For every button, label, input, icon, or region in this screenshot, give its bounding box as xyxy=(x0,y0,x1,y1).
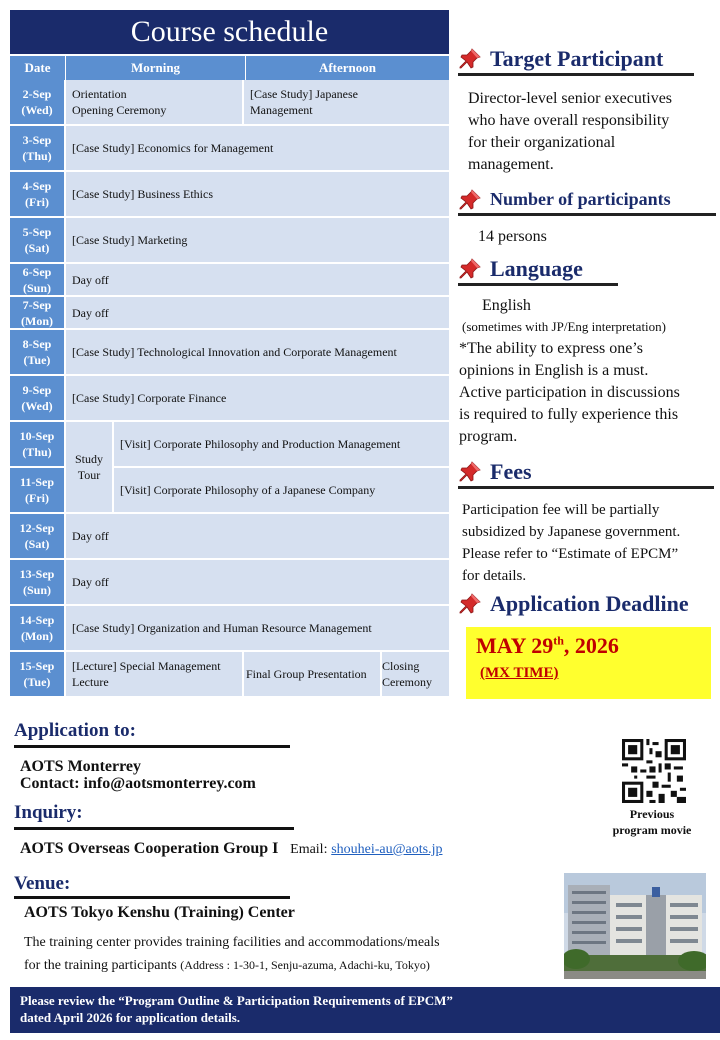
date-cell xyxy=(10,218,66,262)
study-tour-text: Study xyxy=(74,452,103,466)
day-label: (Tue) xyxy=(23,353,51,367)
date-cell xyxy=(10,126,66,170)
date-cell xyxy=(10,560,66,604)
date-cell xyxy=(10,514,66,558)
target-text xyxy=(468,88,672,176)
day-label: (Fri) xyxy=(25,491,49,505)
study-tour-dates xyxy=(10,422,66,514)
session-cell: [Case Study] Organization and Human Resource Management xyxy=(66,606,449,650)
application-org: AOTS Monterrey xyxy=(20,758,142,775)
study-tour-label xyxy=(66,422,114,514)
text-line: The training center provides training facilities and accommodations/meals xyxy=(24,935,440,950)
header-morning: Morning xyxy=(66,56,246,80)
session-text: Closing xyxy=(382,659,420,673)
date-label: 3-Sep xyxy=(22,133,52,147)
date-label: 2-Sep xyxy=(22,87,52,101)
date-cell xyxy=(10,376,66,420)
session-text: Opening Ceremony xyxy=(72,103,167,117)
venue-name: AOTS Tokyo Kenshu (Training) Center xyxy=(24,904,295,921)
date-label: 11-Sep xyxy=(19,475,54,489)
morning-cell xyxy=(66,80,244,124)
schedule-row xyxy=(10,218,449,264)
session-cell: [Case Study] Business Ethics xyxy=(66,172,449,216)
date-label: 12-Sep xyxy=(19,521,55,535)
inquiry-heading: Inquiry: xyxy=(14,802,294,830)
day-label: (Sat) xyxy=(24,241,50,255)
date-cell xyxy=(10,264,66,295)
deadline-box xyxy=(466,627,711,699)
date-label: 6-Sep xyxy=(22,264,52,279)
date-cell xyxy=(10,297,66,328)
date-label: 10-Sep xyxy=(19,429,55,443)
schedule-row xyxy=(10,514,449,560)
date-label: 14-Sep xyxy=(19,613,55,627)
deadline-timezone: (MX TIME) xyxy=(480,665,559,681)
day-label: (Sun) xyxy=(22,583,51,597)
date-label: 5-Sep xyxy=(22,225,52,239)
training-center-photo xyxy=(564,873,706,979)
heading-text: Language xyxy=(490,255,583,281)
day-label: (Mon) xyxy=(21,313,53,328)
text-line: program. xyxy=(459,428,518,445)
session-cell: Day off xyxy=(66,297,449,328)
schedule-row xyxy=(10,330,449,376)
footer-line: dated April 2026 for application details. xyxy=(20,1010,241,1025)
header-afternoon: Afternoon xyxy=(318,60,377,75)
study-tour-block xyxy=(10,422,449,514)
closing-cell xyxy=(382,652,449,696)
footer-banner xyxy=(10,987,720,1033)
session-cell: [Case Study] Marketing xyxy=(66,218,449,262)
inquiry-email-link[interactable]: shouhei-au@aots.jp xyxy=(331,842,443,857)
venue-address: (Address : 1-30-1, Senju-azuma, Adachi-ku, Tokyo) xyxy=(180,958,430,972)
study-tour-visits xyxy=(114,422,449,514)
text-line: *The ability to express one’s xyxy=(459,340,643,357)
date-cell xyxy=(10,330,66,374)
heading-text: Application Deadline xyxy=(490,591,689,616)
visit-cell: [Visit] Corporate Philosophy of a Japanese Company xyxy=(114,468,449,514)
text-line: who have overall responsibility xyxy=(468,112,670,129)
schedule-row xyxy=(10,172,449,218)
footer-line: Please review the “Program Outline & Participation Requirements of EPCM” xyxy=(20,993,453,1008)
schedule-row xyxy=(10,264,449,297)
participants-value: 14 persons xyxy=(478,228,547,245)
application-contact: Contact: info@aotsmonterrey.com xyxy=(20,775,256,792)
session-cell: Day off xyxy=(66,560,449,604)
date-cell xyxy=(10,606,66,650)
pushpin-icon xyxy=(458,592,482,616)
session-text: [Case Study] Japanese xyxy=(250,87,358,101)
session-text: Ceremony xyxy=(382,675,432,689)
date-label: 9-Sep xyxy=(22,383,52,397)
date-cell xyxy=(10,172,66,216)
date-label: 15-Sep xyxy=(19,659,55,673)
schedule-row xyxy=(10,376,449,422)
schedule-header xyxy=(10,56,449,80)
schedule-row xyxy=(10,297,449,330)
inquiry-line xyxy=(20,840,442,858)
inquiry-org: AOTS Overseas Cooperation Group I xyxy=(20,840,279,857)
session-cell: Day off xyxy=(66,264,449,295)
date-label: 8-Sep xyxy=(22,337,52,351)
text-line: Participation fee will be partially xyxy=(462,502,660,518)
session-text: Orientation xyxy=(72,87,127,101)
deadline-day: MAY 29 xyxy=(476,633,554,658)
presentation-cell: Final Group Presentation xyxy=(244,652,382,696)
date-label: 4-Sep xyxy=(22,179,52,193)
session-text: Management xyxy=(250,103,313,117)
date-cell xyxy=(10,422,66,468)
session-cell: [Case Study] Economics for Management xyxy=(66,126,449,170)
text-line: for details. xyxy=(462,568,527,584)
schedule-row xyxy=(10,606,449,652)
day-label: (Mon) xyxy=(20,629,53,643)
day-label: (Thu) xyxy=(22,445,52,459)
text-line: Director-level senior executives xyxy=(468,90,673,107)
schedule-row xyxy=(10,560,449,606)
session-text: [Lecture] Special Management xyxy=(72,659,221,673)
deadline-year: , 2026 xyxy=(563,633,619,658)
date-label: 7-Sep xyxy=(22,297,52,312)
participants-heading xyxy=(458,186,716,216)
afternoon-cell xyxy=(244,80,449,124)
qr-code-icon[interactable] xyxy=(622,739,686,803)
day-label: (Sun) xyxy=(22,280,51,295)
date-cell xyxy=(10,468,66,514)
text-line: for the training participants xyxy=(24,958,177,973)
heading-text: Target Participant xyxy=(490,45,664,71)
text-line: is required to fully experience this xyxy=(459,406,679,423)
schedule-row xyxy=(10,126,449,172)
pushpin-icon xyxy=(458,47,482,71)
session-cell: [Case Study] Technological Innovation and Corporate Management xyxy=(66,330,449,374)
schedule-row xyxy=(10,652,449,698)
deadline-date xyxy=(476,633,619,659)
date-cell xyxy=(10,652,66,696)
session-cell: Day off xyxy=(66,514,449,558)
caption-line: Previous xyxy=(629,807,675,821)
visit-cell: [Visit] Corporate Philosophy and Production Management xyxy=(114,422,449,468)
pushpin-icon xyxy=(458,188,482,212)
day-label: (Tue) xyxy=(23,675,51,689)
language-requirements xyxy=(459,338,680,448)
day-label: (Sat) xyxy=(24,537,50,551)
text-line: Active participation in discussions xyxy=(459,384,680,401)
study-tour-text: Tour xyxy=(77,468,101,482)
qr-caption xyxy=(600,806,704,838)
fees-heading xyxy=(458,457,714,489)
target-heading xyxy=(458,44,694,76)
schedule-title: Course schedule xyxy=(10,10,449,54)
venue-description xyxy=(24,932,554,977)
day-label: (Thu) xyxy=(22,149,52,163)
text-line: management. xyxy=(468,156,554,173)
fees-text xyxy=(462,499,680,587)
day-label: (Fri) xyxy=(25,195,49,209)
deadline-heading xyxy=(458,588,716,620)
schedule-row xyxy=(10,80,449,126)
date-label: 13-Sep xyxy=(19,567,55,581)
text-line: Please refer to “Estimate of EPCM” xyxy=(462,546,679,562)
course-schedule xyxy=(10,10,449,698)
date-cell xyxy=(10,80,66,124)
deadline-suffix: th xyxy=(553,633,564,648)
caption-line: program movie xyxy=(612,823,692,837)
day-label: (Wed) xyxy=(21,103,53,117)
pushpin-icon xyxy=(458,257,482,281)
text-line: for their organizational xyxy=(468,134,616,151)
language-heading xyxy=(458,254,618,286)
language-note: (sometimes with JP/Eng interpretation) xyxy=(462,319,666,334)
heading-text: Fees xyxy=(490,458,532,484)
venue-heading: Venue: xyxy=(14,873,290,899)
heading-text: Number of participants xyxy=(490,189,671,209)
text-line: subsidized by Japanese government. xyxy=(462,524,681,540)
session-text: Lecture xyxy=(72,675,109,689)
language-value: English xyxy=(482,297,531,314)
email-label: Email: xyxy=(290,842,328,857)
text-line: opinions in English is a must. xyxy=(459,362,649,379)
session-cell: [Case Study] Corporate Finance xyxy=(66,376,449,420)
lecture-cell xyxy=(66,652,244,696)
pushpin-icon xyxy=(458,460,482,484)
application-heading: Application to: xyxy=(14,720,290,748)
day-label: (Wed) xyxy=(21,399,53,413)
header-date: Date xyxy=(10,56,66,80)
